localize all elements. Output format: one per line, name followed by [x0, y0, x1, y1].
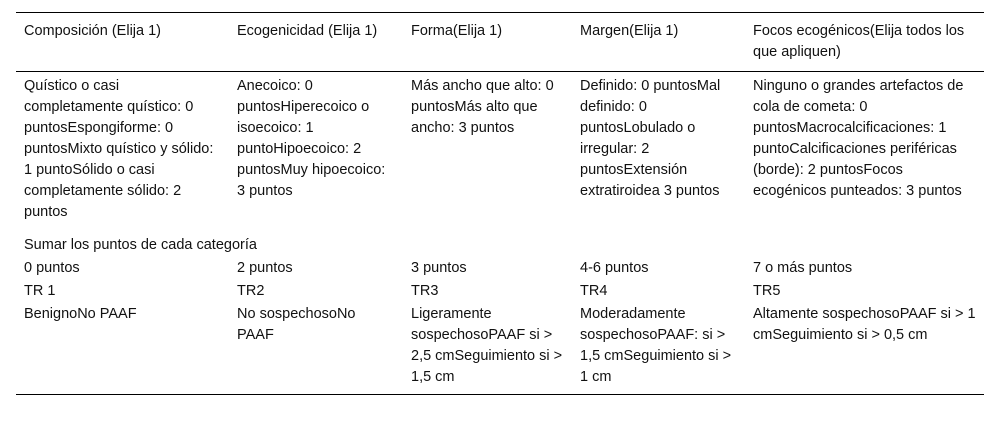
total-cell: 0 puntos [24, 260, 80, 276]
total-cell: 2 puntos [237, 260, 293, 276]
recommendation-cell: BenignoNo PAAF [24, 306, 137, 322]
level-cell: TR 1 [24, 283, 56, 299]
points-echogenic-foci: Ninguno o grandes artefactos de cola de cometa: 0 puntosMacrocalcificaciones: 1 puntoCalcificaciones periféricas (borde): 2 puntosFocos ecogénicos punteados: 3 puntos [753, 78, 964, 199]
points-echogenicity: Anecoico: 0 puntosHiperecoico o isoecoico: 1 puntoHipoecoico: 2 puntosMuy hipoecoico: 3 puntos [237, 78, 386, 199]
header-margin: Margen(Elija 1) [580, 23, 679, 39]
ti-rads-table [16, 12, 984, 395]
recommendations-row [16, 303, 984, 395]
recommendation-cell: Altamente sospechosoPAAF si > 1 cmSeguimiento si > 0,5 cm [753, 306, 976, 343]
level-cell: TR5 [753, 283, 781, 299]
header-row [16, 13, 984, 72]
sum-note-row [16, 225, 984, 257]
sum-note: Sumar los puntos de cada categoría [24, 237, 257, 253]
total-cell: 7 o más puntos [753, 260, 853, 276]
points-composition: Quístico o casi completamente quístico: 0 puntosEspongiforme: 0 puntosMixto quístico y sólido: 1 puntoSólido o casi completamente sólido: 2 puntos [24, 78, 214, 220]
header-shape: Forma(Elija 1) [411, 23, 503, 39]
points-shape: Más ancho que alto: 0 puntosMás alto que ancho: 3 puntos [411, 78, 554, 136]
level-cell: TR3 [411, 283, 439, 299]
header-composition: Composición (Elija 1) [24, 23, 161, 39]
header-echogenicity: Ecogenicidad (Elija 1) [237, 23, 378, 39]
recommendation-cell: Ligeramente sospechosoPAAF si > 2,5 cmSeguimiento si > 1,5 cm [411, 306, 563, 385]
header-echogenic-foci: Focos ecogénicos(Elija todos los que apliquen) [753, 23, 965, 60]
level-cell: TR2 [237, 283, 265, 299]
total-cell: 4-6 puntos [580, 260, 649, 276]
points-margin: Definido: 0 puntosMal definido: 0 puntosLobulado o irregular: 2 puntosExtensión extratiroidea 3 puntos [580, 78, 721, 199]
total-cell: 3 puntos [411, 260, 467, 276]
recommendation-cell: Moderadamente sospechosoPAAF: si > 1,5 cmSeguimiento si > 1 cm [580, 306, 732, 385]
levels-row [16, 280, 984, 303]
points-row [16, 72, 984, 226]
level-cell: TR4 [580, 283, 608, 299]
totals-row [16, 257, 984, 280]
recommendation-cell: No sospechosoNo PAAF [237, 306, 356, 343]
